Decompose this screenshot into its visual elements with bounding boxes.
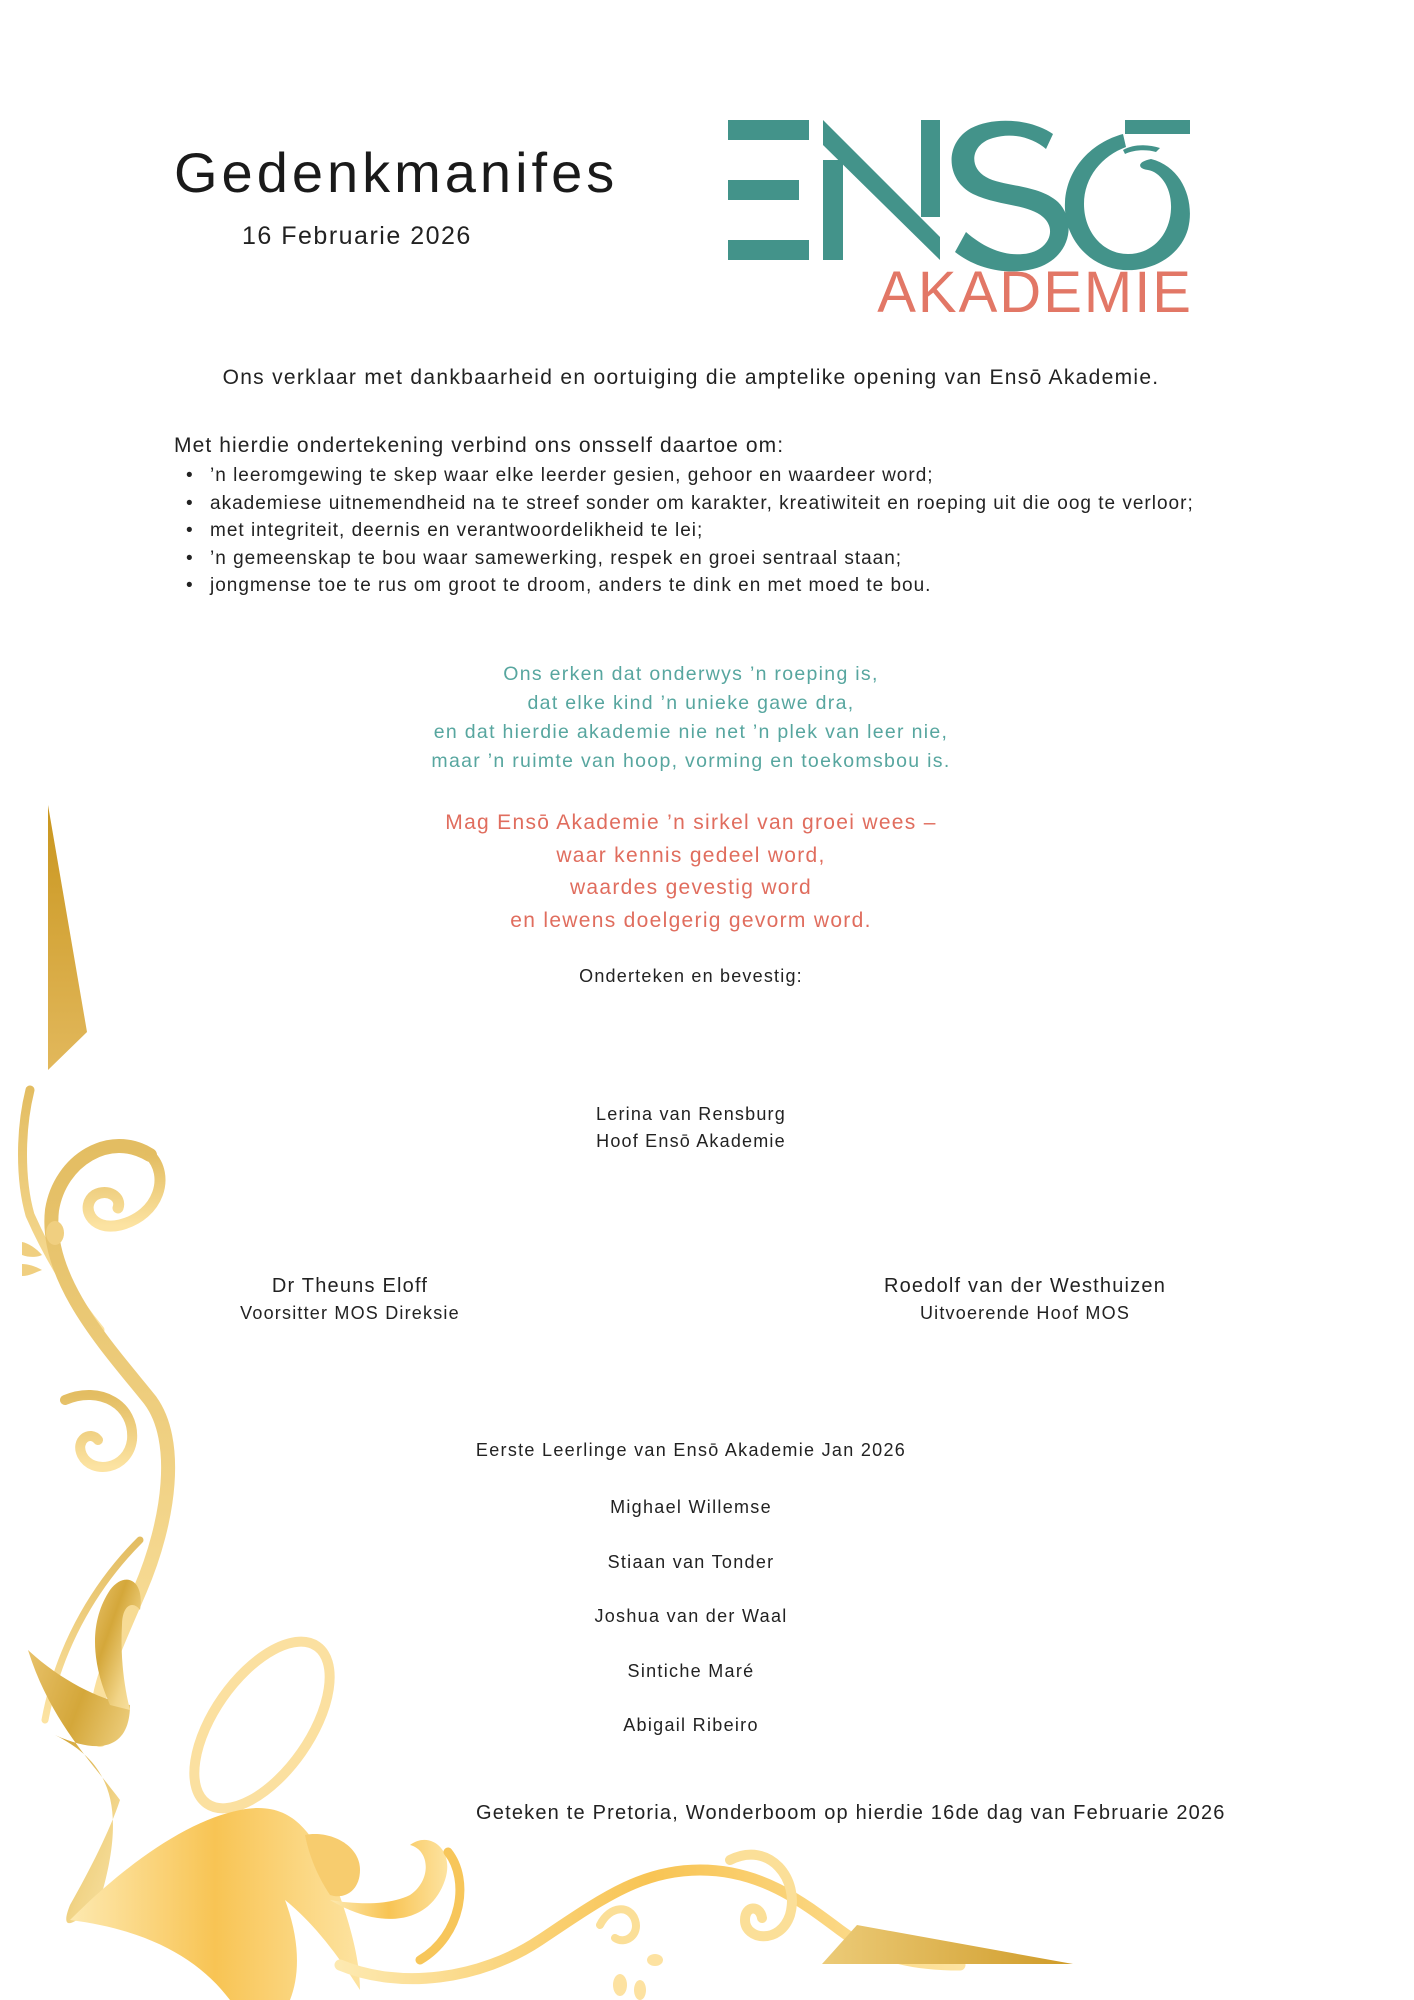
blessing-verse — [0, 807, 1382, 937]
list-item-text: met integriteit, deernis en verantwoordelikheid te lei; — [210, 520, 704, 541]
enso-akademie-logo — [728, 112, 1198, 322]
droplet — [613, 1974, 627, 1996]
logo-s — [952, 121, 1069, 272]
spiral-bottom-mid — [600, 1909, 636, 1940]
signed-at-statement: Geteken te Pretoria, Wonderboom op hierdie 16de dag van Februarie 2026 — [476, 1802, 1226, 1824]
list-item-text: akademiese uitnemendheid na te streef sonder om karakter, kreatiwiteit en roeping uit die oog te verloor; — [210, 492, 1194, 514]
student-name: Abigail Ribeiro — [623, 1715, 759, 1735]
signatory-role: Uitvoerende Hoof MOS — [919, 1303, 1131, 1323]
verse-line: en lewens doelgerig gevorm word. — [510, 908, 872, 932]
list-item-text: ’n leeromgewing te skep waar elke leerder gesien, gehoor en waardeer word; — [210, 465, 934, 486]
leaf-bottom — [70, 1808, 360, 2000]
list-item — [174, 545, 1194, 573]
curl-bottom — [305, 1834, 360, 1896]
logo-subtitle: AKADEMIE — [877, 260, 1193, 322]
bullet-icon: • — [186, 520, 194, 541]
horizontal-spike — [822, 1925, 1073, 1964]
signatory-role: Hoof Ensō Akademie — [596, 1131, 786, 1151]
bullet-icon: • — [186, 547, 194, 569]
logo-e-bar-top — [728, 120, 809, 140]
list-item — [174, 517, 1194, 545]
vine-bottom — [340, 1870, 960, 1979]
verse-line: waar kennis gedeel word, — [556, 843, 826, 867]
bullet-icon: • — [186, 492, 194, 514]
bullet-icon: • — [186, 465, 194, 486]
verse-line: Ons erken dat onderwys ’n roeping is, — [503, 663, 879, 685]
list-item — [174, 490, 1194, 518]
swirl-bottom — [330, 1840, 447, 1919]
signatory-ceo — [870, 1273, 1180, 1327]
logo-e-bar-mid — [728, 180, 799, 200]
droplet — [22, 1242, 42, 1257]
verse-line: waardes gevestig word — [569, 876, 813, 899]
logo-o-brushmark — [1123, 145, 1160, 154]
signatory-name: Lerina van Rensburg — [596, 1104, 786, 1124]
list-item — [174, 572, 1194, 600]
page-title: Gedenkmanifes — [174, 141, 619, 204]
verse-line: Mag Ensō Akademie ’n sirkel van groei wees – — [445, 811, 937, 834]
logo-wordmark — [728, 120, 1190, 271]
student-name: Stiaan van Tonder — [607, 1551, 775, 1572]
signatory-name: Dr Theuns Eloff — [271, 1275, 429, 1297]
students-list — [0, 1480, 1382, 1753]
arc-bottom — [420, 1852, 460, 1960]
intro-statement: Ons verklaar met dankbaarheid en oortuiging die amptelike opening van Ensō Akademie. — [222, 366, 1160, 389]
logo-o-ring — [1065, 134, 1190, 270]
signatory-head — [0, 1101, 1382, 1155]
droplet — [647, 1954, 663, 1966]
students-title: Eerste Leerlinge van Ensō Akademie Jan 2026 — [475, 1440, 907, 1460]
droplet — [22, 1264, 42, 1276]
commitment-list — [174, 462, 1194, 600]
student-name: Sintiche Maré — [627, 1660, 755, 1681]
student-name: Joshua van der Waal — [594, 1606, 788, 1626]
spiral-upper — [88, 1155, 160, 1226]
confirm-label: Onderteken en bevestig: — [579, 966, 803, 986]
list-item-text: jongmense toe te rus om groot te droom, anders te dink en met moed te bou. — [210, 575, 932, 596]
acknowledgement-verse — [0, 660, 1382, 776]
verse-line: en dat hierdie akademie nie net ’n plek van leer nie, — [433, 721, 949, 743]
commitment-lead: Met hierdie ondertekening verbind ons onsself daartoe om: — [174, 434, 785, 457]
list-item — [174, 462, 1194, 490]
bullet-icon: • — [186, 575, 194, 596]
logo-e-bar-bottom — [728, 240, 809, 260]
spiral-bottom-right — [730, 1855, 792, 1937]
signatory-role: Voorsitter MOS Direksie — [240, 1303, 460, 1323]
signatory-name: Roedolf van der Westhuizen — [883, 1275, 1167, 1297]
student-name: Mighael Willemse — [610, 1497, 772, 1517]
droplet — [634, 1980, 646, 2000]
signatory-chair — [200, 1273, 500, 1327]
list-item-text: ’n gemeenskap te bou waar samewerking, respek en groei sentraal staan; — [210, 547, 903, 569]
logo-o-macron — [1125, 120, 1190, 134]
logo-n-right — [921, 120, 940, 217]
verse-line: maar ’n ruimte van hoop, vorming en toekomsbou is. — [431, 750, 951, 772]
verse-line: dat elke kind ’n unieke gawe dra, — [527, 692, 855, 714]
document-date: 16 Februarie 2026 — [242, 222, 472, 250]
droplet — [46, 1221, 64, 1245]
